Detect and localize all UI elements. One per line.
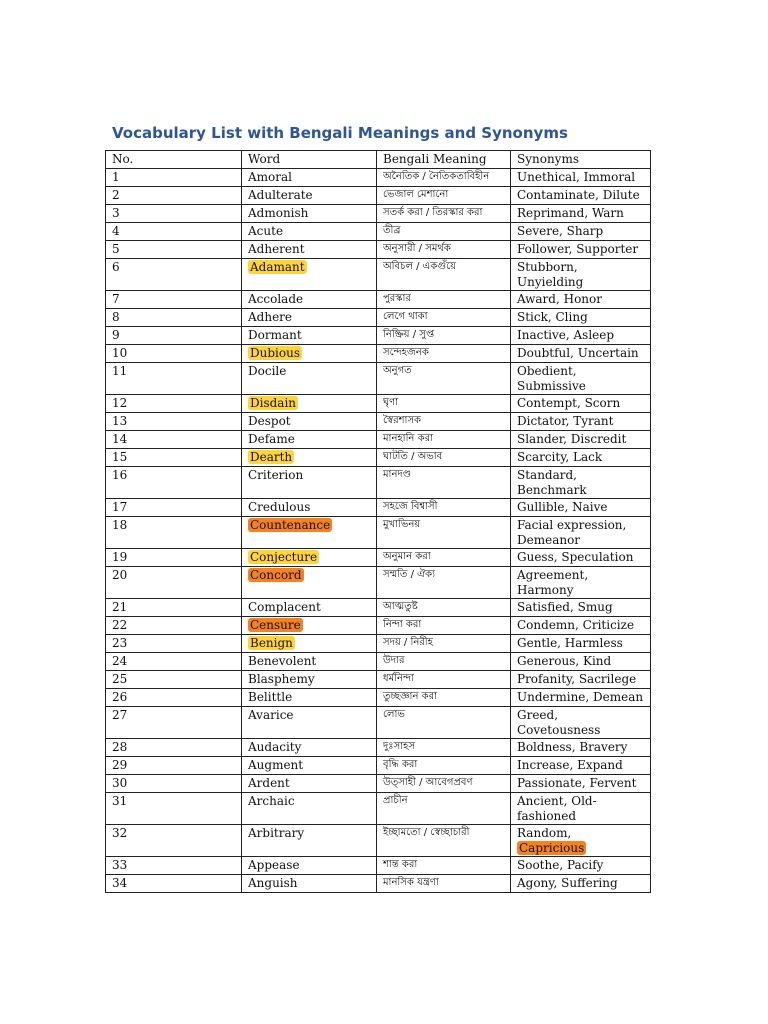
synonyms-text: Severe, Sharp: [517, 224, 604, 238]
highlighted-word: Censure: [250, 618, 301, 632]
cell-no: 1: [106, 169, 242, 187]
cell-no: 5: [106, 241, 242, 259]
cell-synonyms: [511, 309, 651, 327]
cell-synonyms: [511, 187, 651, 205]
table-row: [106, 635, 651, 653]
cell-bengali-meaning: সদয় / নিরীহ: [377, 635, 511, 653]
cell-bengali-meaning: সহজে বিশ্বাসী: [377, 499, 511, 517]
cell-synonyms: [511, 599, 651, 617]
word-text: Defame: [248, 432, 295, 446]
word-text: Anguish: [248, 876, 298, 890]
cell-word: [242, 449, 377, 467]
synonyms-text: Obedient, Submissive: [517, 364, 586, 393]
table-row: [106, 825, 651, 857]
word-text: Despot: [248, 414, 291, 428]
synonyms-text: Stubborn, Unyielding: [517, 260, 584, 289]
header-bengali-meaning: Bengali Meaning: [377, 151, 511, 169]
cell-synonyms: [511, 757, 651, 775]
synonyms-text: Ancient, Old-fashioned: [517, 794, 597, 823]
synonyms-text: Generous, Kind: [517, 654, 612, 668]
table-body: [106, 169, 651, 893]
cell-word: [242, 499, 377, 517]
highlighted-word: Benign: [250, 636, 293, 650]
synonyms-text: Soothe, Pacify: [517, 858, 604, 872]
synonyms-text: Agony, Suffering: [517, 876, 618, 890]
cell-no: 10: [106, 345, 242, 363]
cell-word: [242, 599, 377, 617]
table-header-row: [106, 151, 651, 169]
cell-synonyms: [511, 707, 651, 739]
cell-word: [242, 223, 377, 241]
synonyms-text: Contempt, Scorn: [517, 396, 621, 410]
cell-bengali-meaning: অনৈতিক / নৈতিকতাবিহীন: [377, 169, 511, 187]
table-row: [106, 205, 651, 223]
cell-word: [242, 395, 377, 413]
cell-word: [242, 431, 377, 449]
word-text: Archaic: [248, 794, 295, 808]
word-text: Adulterate: [248, 188, 313, 202]
cell-word: [242, 467, 377, 499]
cell-synonyms: [511, 467, 651, 499]
word-text: Dormant: [248, 328, 302, 342]
table-row: [106, 291, 651, 309]
cell-no: 9: [106, 327, 242, 345]
cell-word: [242, 875, 377, 893]
cell-bengali-meaning: সন্দেহজনক: [377, 345, 511, 363]
synonyms-text: Award, Honor: [517, 292, 602, 306]
word-text: Acute: [248, 224, 284, 238]
synonyms-text: Random,: [517, 826, 572, 840]
synonyms-text: Passionate, Fervent: [517, 776, 637, 790]
synonyms-text: Greed, Covetousness: [517, 708, 601, 737]
cell-word: [242, 259, 377, 291]
word-text: Belittle: [248, 690, 293, 704]
cell-bengali-meaning: দুঃসাহস: [377, 739, 511, 757]
synonyms-text: Gentle, Harmless: [517, 636, 623, 650]
table-row: [106, 223, 651, 241]
cell-bengali-meaning: নিষ্ক্রিয় / সুপ্ত: [377, 327, 511, 345]
cell-no: 33: [106, 857, 242, 875]
cell-no: 14: [106, 431, 242, 449]
word-text: Criterion: [248, 468, 304, 482]
table-row: [106, 309, 651, 327]
synonyms-text: Profanity, Sacrilege: [517, 672, 637, 686]
cell-word: [242, 775, 377, 793]
cell-synonyms: [511, 857, 651, 875]
word-text: Accolade: [248, 292, 304, 306]
table-row: [106, 327, 651, 345]
cell-no: 21: [106, 599, 242, 617]
highlighted-word: Conjecture: [250, 550, 318, 564]
table-row: [106, 857, 651, 875]
synonyms-text: Undermine, Demean: [517, 690, 644, 704]
table-row: [106, 413, 651, 431]
word-text: Credulous: [248, 500, 311, 514]
cell-word: [242, 567, 377, 599]
cell-word: [242, 187, 377, 205]
synonyms-text: Standard, Benchmark: [517, 468, 587, 497]
cell-bengali-meaning: লোভ: [377, 707, 511, 739]
highlighted-word: Countenance: [250, 518, 331, 532]
word-text: Adherent: [248, 242, 305, 256]
cell-synonyms: [511, 345, 651, 363]
cell-bengali-meaning: প্রাচীন: [377, 793, 511, 825]
cell-synonyms: [511, 825, 651, 857]
cell-no: 13: [106, 413, 242, 431]
cell-no: 22: [106, 617, 242, 635]
cell-word: [242, 757, 377, 775]
cell-word: [242, 413, 377, 431]
cell-synonyms: [511, 567, 651, 599]
table-row: [106, 517, 651, 549]
cell-no: 30: [106, 775, 242, 793]
table-row: [106, 395, 651, 413]
cell-no: 11: [106, 363, 242, 395]
cell-bengali-meaning: নিন্দা করা: [377, 617, 511, 635]
table-row: [106, 169, 651, 187]
cell-bengali-meaning: মানসিক যন্ত্রণা: [377, 875, 511, 893]
cell-bengali-meaning: মানহানি করা: [377, 431, 511, 449]
cell-synonyms: [511, 291, 651, 309]
cell-bengali-meaning: অবিচল / একগুঁয়ে: [377, 259, 511, 291]
table-row: [106, 757, 651, 775]
cell-no: 4: [106, 223, 242, 241]
synonyms-text: Stick, Cling: [517, 310, 588, 324]
cell-word: [242, 241, 377, 259]
cell-no: 2: [106, 187, 242, 205]
cell-bengali-meaning: তীব্র: [377, 223, 511, 241]
cell-synonyms: [511, 169, 651, 187]
cell-no: 7: [106, 291, 242, 309]
cell-word: [242, 517, 377, 549]
cell-word: [242, 291, 377, 309]
cell-no: 26: [106, 689, 242, 707]
cell-synonyms: [511, 875, 651, 893]
table-row: [106, 259, 651, 291]
highlighted-word: Adamant: [250, 260, 305, 274]
cell-no: 3: [106, 205, 242, 223]
table-row: [106, 599, 651, 617]
word-text: Admonish: [248, 206, 309, 220]
table-row: [106, 793, 651, 825]
vocabulary-table: [105, 150, 651, 893]
cell-synonyms: [511, 205, 651, 223]
synonyms-text: Gullible, Naive: [517, 500, 608, 514]
cell-synonyms: [511, 259, 651, 291]
cell-word: [242, 739, 377, 757]
cell-no: 27: [106, 707, 242, 739]
cell-bengali-meaning: তুচ্ছজ্ঞান করা: [377, 689, 511, 707]
table-row: [106, 187, 651, 205]
cell-no: 17: [106, 499, 242, 517]
cell-synonyms: [511, 499, 651, 517]
synonyms-text: Scarcity, Lack: [517, 450, 603, 464]
cell-bengali-meaning: ঘাটতি / অভাব: [377, 449, 511, 467]
synonyms-text: Reprimand, Warn: [517, 206, 624, 220]
synonyms-text: Doubtful, Uncertain: [517, 346, 639, 360]
table-row: [106, 875, 651, 893]
word-text: Ardent: [248, 776, 290, 790]
cell-bengali-meaning: বৃদ্ধি করা: [377, 757, 511, 775]
synonyms-text: Facial expression, Demeanor: [517, 518, 627, 547]
cell-bengali-meaning: মুখাভিনয়: [377, 517, 511, 549]
cell-word: [242, 549, 377, 567]
cell-no: 6: [106, 259, 242, 291]
table-row: [106, 449, 651, 467]
cell-bengali-meaning: উদার: [377, 653, 511, 671]
table-row: [106, 567, 651, 599]
cell-bengali-meaning: লেগে থাকা: [377, 309, 511, 327]
cell-bengali-meaning: ইচ্ছামতো / স্বেচ্ছাচারী: [377, 825, 511, 857]
synonyms-text: Guess, Speculation: [517, 550, 634, 564]
table-row: [106, 739, 651, 757]
synonyms-text: Satisfied, Smug: [517, 600, 613, 614]
cell-synonyms: [511, 223, 651, 241]
synonyms-text: Dictator, Tyrant: [517, 414, 614, 428]
highlighted-word: Dubious: [250, 346, 300, 360]
table-row: [106, 707, 651, 739]
cell-synonyms: [511, 671, 651, 689]
cell-word: [242, 793, 377, 825]
cell-word: [242, 327, 377, 345]
cell-synonyms: [511, 413, 651, 431]
highlighted-word: Concord: [250, 568, 302, 582]
cell-no: 18: [106, 517, 242, 549]
header-synonyms: Synonyms: [511, 151, 651, 169]
cell-bengali-meaning: স্বৈরশাসক: [377, 413, 511, 431]
cell-no: 31: [106, 793, 242, 825]
cell-no: 24: [106, 653, 242, 671]
header-word: Word: [242, 151, 377, 169]
word-text: Amoral: [248, 170, 292, 184]
cell-word: [242, 825, 377, 857]
cell-synonyms: [511, 549, 651, 567]
cell-word: [242, 689, 377, 707]
word-text: Augment: [248, 758, 304, 772]
header-no: No.: [106, 151, 242, 169]
cell-word: [242, 635, 377, 653]
cell-bengali-meaning: ঘৃণা: [377, 395, 511, 413]
cell-synonyms: [511, 793, 651, 825]
cell-bengali-meaning: মানদণ্ড: [377, 467, 511, 499]
cell-word: [242, 671, 377, 689]
cell-no: 15: [106, 449, 242, 467]
cell-bengali-meaning: আত্মতুষ্ট: [377, 599, 511, 617]
table-row: [106, 467, 651, 499]
table-row: [106, 363, 651, 395]
cell-synonyms: [511, 653, 651, 671]
cell-synonyms: [511, 431, 651, 449]
cell-synonyms: [511, 689, 651, 707]
table-row: [106, 241, 651, 259]
word-text: Avarice: [248, 708, 294, 722]
word-text: Blasphemy: [248, 672, 315, 686]
cell-word: [242, 309, 377, 327]
cell-word: [242, 169, 377, 187]
synonyms-text: Increase, Expand: [517, 758, 623, 772]
cell-bengali-meaning: অনুমান করা: [377, 549, 511, 567]
cell-no: 28: [106, 739, 242, 757]
word-text: Adhere: [248, 310, 293, 324]
cell-bengali-meaning: সম্মতি / ঐক্য: [377, 567, 511, 599]
cell-synonyms: [511, 395, 651, 413]
synonyms-text: Boldness, Bravery: [517, 740, 628, 754]
highlighted-word: Disdain: [250, 396, 297, 410]
cell-bengali-meaning: ভেজাল মেশানো: [377, 187, 511, 205]
cell-synonyms: [511, 517, 651, 549]
cell-bengali-meaning: সতর্ক করা / তিরস্কার করা: [377, 205, 511, 223]
synonyms-text: Agreement, Harmony: [517, 568, 589, 597]
table-row: [106, 671, 651, 689]
cell-no: 8: [106, 309, 242, 327]
highlighted-word: Dearth: [250, 450, 293, 464]
cell-word: [242, 707, 377, 739]
table-row: [106, 549, 651, 567]
table-row: [106, 345, 651, 363]
cell-synonyms: [511, 635, 651, 653]
cell-no: 29: [106, 757, 242, 775]
word-text: Appease: [248, 858, 300, 872]
table-row: [106, 689, 651, 707]
synonyms-text: Slander, Discredit: [517, 432, 627, 446]
cell-no: 16: [106, 467, 242, 499]
cell-bengali-meaning: পুরস্কার: [377, 291, 511, 309]
synonyms-text: Unethical, Immoral: [517, 170, 636, 184]
synonyms-text: Contaminate, Dilute: [517, 188, 640, 202]
cell-synonyms: [511, 617, 651, 635]
table-row: [106, 499, 651, 517]
cell-word: [242, 617, 377, 635]
cell-word: [242, 363, 377, 395]
synonyms-text: Inactive, Asleep: [517, 328, 615, 342]
cell-no: 32: [106, 825, 242, 857]
cell-synonyms: [511, 241, 651, 259]
cell-synonyms: [511, 775, 651, 793]
cell-word: [242, 653, 377, 671]
table-row: [106, 775, 651, 793]
cell-bengali-meaning: অনুসারী / সমর্থক: [377, 241, 511, 259]
cell-no: 25: [106, 671, 242, 689]
cell-synonyms: [511, 327, 651, 345]
word-text: Benevolent: [248, 654, 317, 668]
word-text: Docile: [248, 364, 287, 378]
cell-bengali-meaning: ধর্মনিন্দা: [377, 671, 511, 689]
word-text: Complacent: [248, 600, 321, 614]
cell-no: 20: [106, 567, 242, 599]
cell-synonyms: [511, 739, 651, 757]
synonyms-text: Condemn, Criticize: [517, 618, 635, 632]
word-text: Arbitrary: [248, 826, 305, 840]
cell-bengali-meaning: উত্সাহী / আবেগপ্রবণ: [377, 775, 511, 793]
cell-synonyms: [511, 449, 651, 467]
cell-word: [242, 857, 377, 875]
cell-no: 12: [106, 395, 242, 413]
cell-no: 23: [106, 635, 242, 653]
cell-word: [242, 345, 377, 363]
document-title: Vocabulary List with Bengali Meanings and Synonyms: [112, 124, 568, 142]
cell-bengali-meaning: অনুগত: [377, 363, 511, 395]
cell-no: 19: [106, 549, 242, 567]
highlighted-synonym: Capricious: [519, 841, 585, 855]
table-row: [106, 617, 651, 635]
cell-word: [242, 205, 377, 223]
cell-bengali-meaning: শান্ত করা: [377, 857, 511, 875]
cell-synonyms: [511, 363, 651, 395]
synonyms-text: Follower, Supporter: [517, 242, 639, 256]
word-text: Audacity: [248, 740, 302, 754]
cell-no: 34: [106, 875, 242, 893]
table-row: [106, 431, 651, 449]
table-row: [106, 653, 651, 671]
